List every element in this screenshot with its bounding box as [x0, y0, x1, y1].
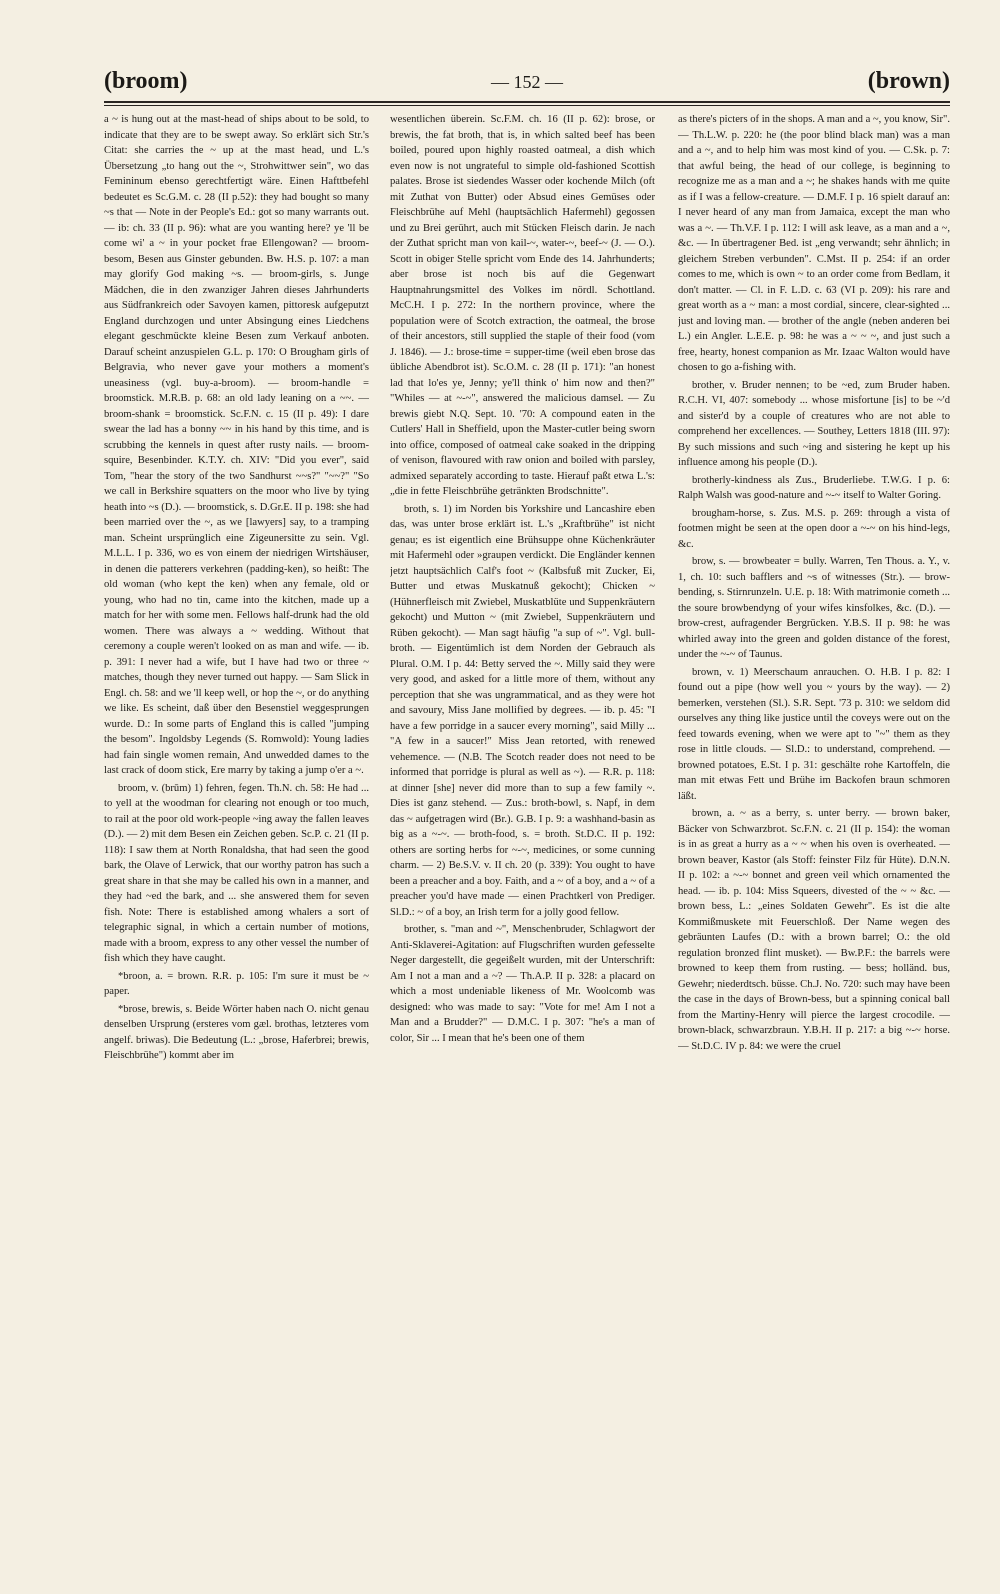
entry-paragraph: a ~ is hung out at the mast-head of ships about to be sold, to indicate that they are to be swept away. So erklärt sich Str.'s Citat: she carries the ~ up at the mast head, und L.'s Übersetzung „to hang out the ~, Strohwittwer sein", wo das Femininum ebenso gerechtfertigt wäre. Einen Hafttbefehl bedeutet es Sc.G.M. c. 28 (II p.52): they had bought so many ~s that — Note in der People's Ed.: got so many warrants out. — ib: ch. 33 (II p. 96): what are you wanting here? ye 'll be come wi' a ~ in your pocket frae Ellengowan? — broom-besom, Besen aus Ginster gebunden. Bw. H.S. p. 107: a man may glorify God making ~s. — broom-girls, s. Junge Mädchen, die in den zwanziger Jahren dieses Jahrhunderts aus Südfrankreich oder Savoyen kamen, pittoresk aufgeputzt England durchzogen und unter Absingung eines Liedchens elegant geschmückte kleine Besen zum Verkauf anboten. Darauf scheint anzuspielen G.L. p. 170: O Brougham girls of Belgravia, who never gave your mothers a moment's uneasiness (vgl. buy-a-broom). — broom-handle = broomstick. M.R.B. p. 68: an old lady leaning on a ~~. — broom-shank = broomstick. Sc.F.N. c. 15 (II p. 49): I dare swear the lad has a bonny ~~ in his hand by this time, and is scrubbing the kennels in quest after rusty nails. — broom-squire, Besenbinder. K.T.Y. ch. XIV: "Did you ever", said Tom, "hear the story of the two Sandhurst ~~s?" "~~?" "So we call in Berkshire squatters on the moor who live by tying heath into ~s (D.). — broomstick, s. D.Gr.E. II p. 198: she had been married over the ~, as we [lawyers] say, to a tramping man. Scheint ursprünglich eine Zigeunersitte zu sein. Vgl. M.L.L. I p. 336, wo es von einem der niedrigen Wirtshäuser, in denen die patterers verkehren (padding-ken), so heißt: The old woman (who kept the ken) when any female, old or young, who had no tin, came into the kitchen, made up a match for her with some men. Fellows half-drunk had the old women. There was always a ~ wedding. Without that ceremony a couple weren't looked on as man and wife. — ib. p. 391: I never had a wife, but I have had two or three ~ matches, though they never turned out happy. — Sam Slick in Engl. ch. 58: and we 'll keep well, or hop the ~, or do anything we like. Es scheint, daß über den Besenstiel weggesprungen wurde. D.: In some parts of England this is called "jumping the besom". Ingoldsby Legends (S. Romwold): Young ladies had fain single women remain, And unwedded dames to the last crack of doom stick, Ere marry by taking a jump o'er a ~. [104, 114, 369, 776]
entry-paragraph: as there's picters of in the shops. A man and a ~, you know, Sir". — Th.L.W. p. 220: he (the poor blind black man) was a man and a ~, and to help him was most kind of you. — C.Sk. p. 7: that awful being, the head of our college, is beginning to recognize me as a man and a ~; he shakes hands with me quite as if I was a fellow-creature. — D.M.F. I p. 16 spielt darauf an: I never heard of any man from Jamaica, except the man who was a ~. — Th.V.F. I p. 112: I will ask leave, as a man and a ~, &c. — In übertragener Bed. ist „eng verwandt; sehr ähnlich; in gleichem Streben verbunden". C.Mst. II p. 254: if an order comes to me, which is own ~ to an order come from Bedlam, it don't matter. — Cl. in F. L.D. c. 63 (VI p. 209): his rare and great worth as a ~ man: a most cordial, sincere, clear-sighted ... just and loving man. — brother of the angle (neben anderen bei L.) ein Angler. L.E.E. p. 98: he was a ~ ~ ~, and just such a free, hearty, honest companion as Mr. Izaac Walton would have chosen to go a-fishing with. [678, 114, 950, 373]
column-1 [104, 112, 369, 1582]
entry-paragraph: brotherly-kindness als Zus., Bruderliebe. T.W.G. I p. 6: Ralph Walsh was good-nature and ~-~ itself to Walter Goring. [678, 474, 950, 501]
entry-paragraph: wesentlichen überein. Sc.F.M. ch. 16 (II p. 62): brose, or brewis, the fat broth, that is, in which salted beef has been boiled, poured upon highly roasted oatmeal, a dish which even now is not ungrateful to simple old-fashioned Scottish palates. Brose ist siedendes Wasser oder kochende Milch (oft mit Zuthat von Butter) oder Absud eines Gemüses oder Fleischbrühe auf Mehl (hauptsächlich Hafermehl) gegossen und zu Brei gerührt, auch mit Stücken Fleisch darin. Je nach der Zuthat spricht man von kail-~, water-~, beef-~ (J. — O.). Scott in obiger Stelle spricht vom Ende des 14. Jahrhunderts; aber brose ist noch bis auf die Gegenwart Hauptnahrungsmittel des Volkes im nördl. Schottland. McC.H. I p. 272: In the northern province, where the population were of Scotch extraction, the oatmeal, the brose of their ancestors, still supplied the staple of their food (vom J. 1846). — J.: brose-time = supper-time (weil eben brose das übliche Abendbrot ist). Sc.O.M. c. 28 (II p. 171): "an honest lad that lo'es ye, Jenny; ye'll think o' him now and then?" "Whiles — at ~-~", answered the malicious damsel. — Zu brewis giebt N.Q. Sept. 10. '70: A compound eaten in the Cutlers' Hall in Sheffield, upon the Master-cutler being sworn into office, composed of oatmeal cake soaked in the dripping of venison, flavoured with raw onion and boiled with parsley, admixed separately according to taste. Hierauf paßt etwa L.'s: „die in fette Fleischbrühe getränkten Brodschnitte". [390, 114, 655, 497]
header-rule-thin [104, 105, 950, 106]
entry-paragraph: *broon, a. = brown. R.R. p. 105: I'm sure it must be ~ paper. [104, 970, 369, 997]
entry-paragraph: brother, s. "man and ~", Menschenbruder, Schlagwort der Anti-Sklaverei-Agitation: auf Flugschriften wurden gefesselte Neger dargestellt, die gegeißelt wurden, mit der Unterschrift: Am I not a man and a ~? — Th.A.P. II p. 328: a placard on which a most undeniable likeness of Mr. Woolcomb was designed: who was made to say: "Vote for me! Am I not a Man and a Brudder?" — D.M.C. I p. 307: "he's a man of color, Sir ... I mean that he's been one of them [390, 924, 655, 1044]
text-columns [104, 112, 950, 1582]
entry-paragraph: *brose, brewis, s. Beide Wörter haben nach O. nicht genau denselben Ursprung (ersteres vom gæl. brothas, letzteres vom angelf. briwas). Die Bedeutung (L.: „brose, Haferbrei; brewis, Fleischbrühe") kommt aber im [104, 1003, 369, 1061]
entry-paragraph: brown, v. 1) Meerschaum anrauchen. O. H.B. I p. 82: I found out a pipe (how well you ~ yours by the way). — 2) bemerken, verstehen (Sl.). S.R. Sept. '73 p. 310: we seldom did ourselves any thing like justice until the coveys were out on the feed towards evening, when we were apt to "~" them as they rose in little clouds. — Sl.D.: to understand, comprehend. — browned potatoes, E.St. I p. 31: geschälte rohe Kartoffeln, die man mit etwas Fett und Brühe im Backofen braun schmoren läßt. [678, 666, 950, 802]
entry-paragraph: brother, v. Bruder nennen; to be ~ed, zum Bruder haben. R.C.H. VI, 407: somebody ... whose misfortune [is] to be ~'d and sister'd by a couple of creatures who are not able to comprehend her excellences. — Southey, Letters 1818 (III. 97): By such missions and such ~ing and sistering he kept up his influence among his people (D.). [678, 379, 950, 468]
entry-paragraph: brow, s. — browbeater = bully. Warren, Ten Thous. a. Y., v. 1, ch. 10: such bafflers and ~s of witnesses (Str.). — brow-bending, s. Stirnrunzeln. U.E. p. 18: With matrimonie cometh ... the soure browbendyng of your wifes kinsfolkes, &c. (D.). — brow-crest, aufragender Bergrücken. Y.B.S. II p. 98: he was whirled away into the green and golden distance of the forest, under the ~-~ of Taunus. [678, 556, 950, 660]
column-3 [678, 112, 950, 1582]
entry-paragraph: broom, v. (brūm) 1) fehren, fegen. Th.N. ch. 58: He had ... to yell at the woodman for clearing not enough or too much, to rail at the poor old work-people ~ing away the fallen leaves (D.). — 2) mit dem Besen ein Zeichen geben. Sc.P. c. 21 (II p. 118): I saw them at North Ronaldsha, that had seen the good bark, the Olave of Lerwick, that our worthy patron has such a great share in that she may be called his own in a manner, and they had ~ed the bark, and ... she answered them for seven fish. Note: There is established among whalers a sort of telegraphic signal, in which a certain number of motions, made with a broom, express to any other vessel the number of fish which they have caught. [104, 782, 369, 964]
entry-paragraph: broth, s. 1) im Norden bis Yorkshire und Lancashire eben das, was unter brose erklärt ist. L.'s „Kraftbrühe" ist nicht genau; es ist eigentlich eine Brühsuppe ohne Küchenkräuter mit Hafermehl oder »graupen verdickt. Die Engländer kennen jetzt hauptsächlich Calf's foot ~ (Kalbsfuß mit Zucker, Ei, Butter und etwas Muskatnuß gekocht); Chicken ~ (Hühnerfleisch mit Zwiebel, Muskatblüte und Suppenkräutern gekocht) und Mutton ~ (mit Zwiebel, Suppenkräutern und Rüben gekocht). — Man sagt häufig "a sup of ~". Vgl. bull-broth. — Eigentümlich ist dem Norden der Gebrauch als Plural. O.M. I p. 44: Betty served the ~. Milly said they were very good, and asked for a little more of them, without any perception that she was ungrammatical, and as they were hot and savoury, Miss Jane mollified by degrees. — ib. p. 45: "I have a few porridge in a saucer every morning", said Milly ... "A few in a saucer!" Miss Jean retorted, with renewed vehemence. — (N.B. The Scotch reader does not need to be informed that porridge is plural as well as ~). — R.R. p. 118: at dinner [she] never did more than to sup a few family ~. Dies ist ganz stehend. — Zus.: broth-bowl, s. Napf, in dem das ~ aufgetragen wird (Br.). G.B. I p. 9: a washhand-basin as big as a ~-~. — broth-food, s. = broth. St.D.C. II p. 192: others are sorting herbs for ~-~, medicines, or some cunning charm. — 2) Be.S.V. v. II ch. 20 (p. 339): You ought to have been a preacher and a boy. Faith, and a ~ of a boy, and a ~ of a preacher you'd have made — einen Prachtkerl von Prediger. Sl.D.: ~ of a boy, an Irish term for a jolly good fellow. [390, 503, 655, 918]
header-rule-thick [104, 101, 950, 103]
header-right-guideword: (brown) [867, 68, 950, 94]
entry-paragraph: brougham-horse, s. Zus. M.S. p. 269: through a vista of footmen might be seen at the open door a ~-~ on his hind-legs, &c. [678, 507, 950, 550]
column-2 [390, 112, 655, 1582]
entry-paragraph: brown, a. ~ as a berry, s. unter berry. — brown baker, Bäcker von Schwarzbrot. Sc.F.N. c. 21 (II p. 154): the woman is in as great a hurry as a ~ ~ when his oven is overheated. — brown beaver, Kastor (als Stoff: feinster Filz für Hüte). D.N.N. II p. 102: a ~-~ bonnet and green veil which ornamented the head. — ib. p. 104: Miss Squeers, divested of the ~ ~ &c. — brown bess, L.: „eines Soldaten Gewehr". Es ist die alte Kommißmuskete mit Feuerschloß. Der Name wegen des gebräunten Laufes (D.: with a brown barrel; O.: the old regulation bronzed flint musket). — Bw.P.F.: the barrels were browned to keep them from rusting. — bess; holländ. bus, Gewehr; niederdtsch. büsse. Ch.J. No. 720: such may have been the case in the days of Brown-bess, but a spinning conical ball from the Martiny-Henry will pierce the largest crocodile. — brown-black, schwarzbraun. Y.B.H. II p. 217: a big ~-~ horse. — St.D.C. IV p. 84: we were the cruel [678, 808, 950, 1052]
page-header [104, 68, 950, 102]
header-left-guideword: (broom) [104, 68, 188, 94]
page-number: — 152 — [491, 72, 563, 92]
